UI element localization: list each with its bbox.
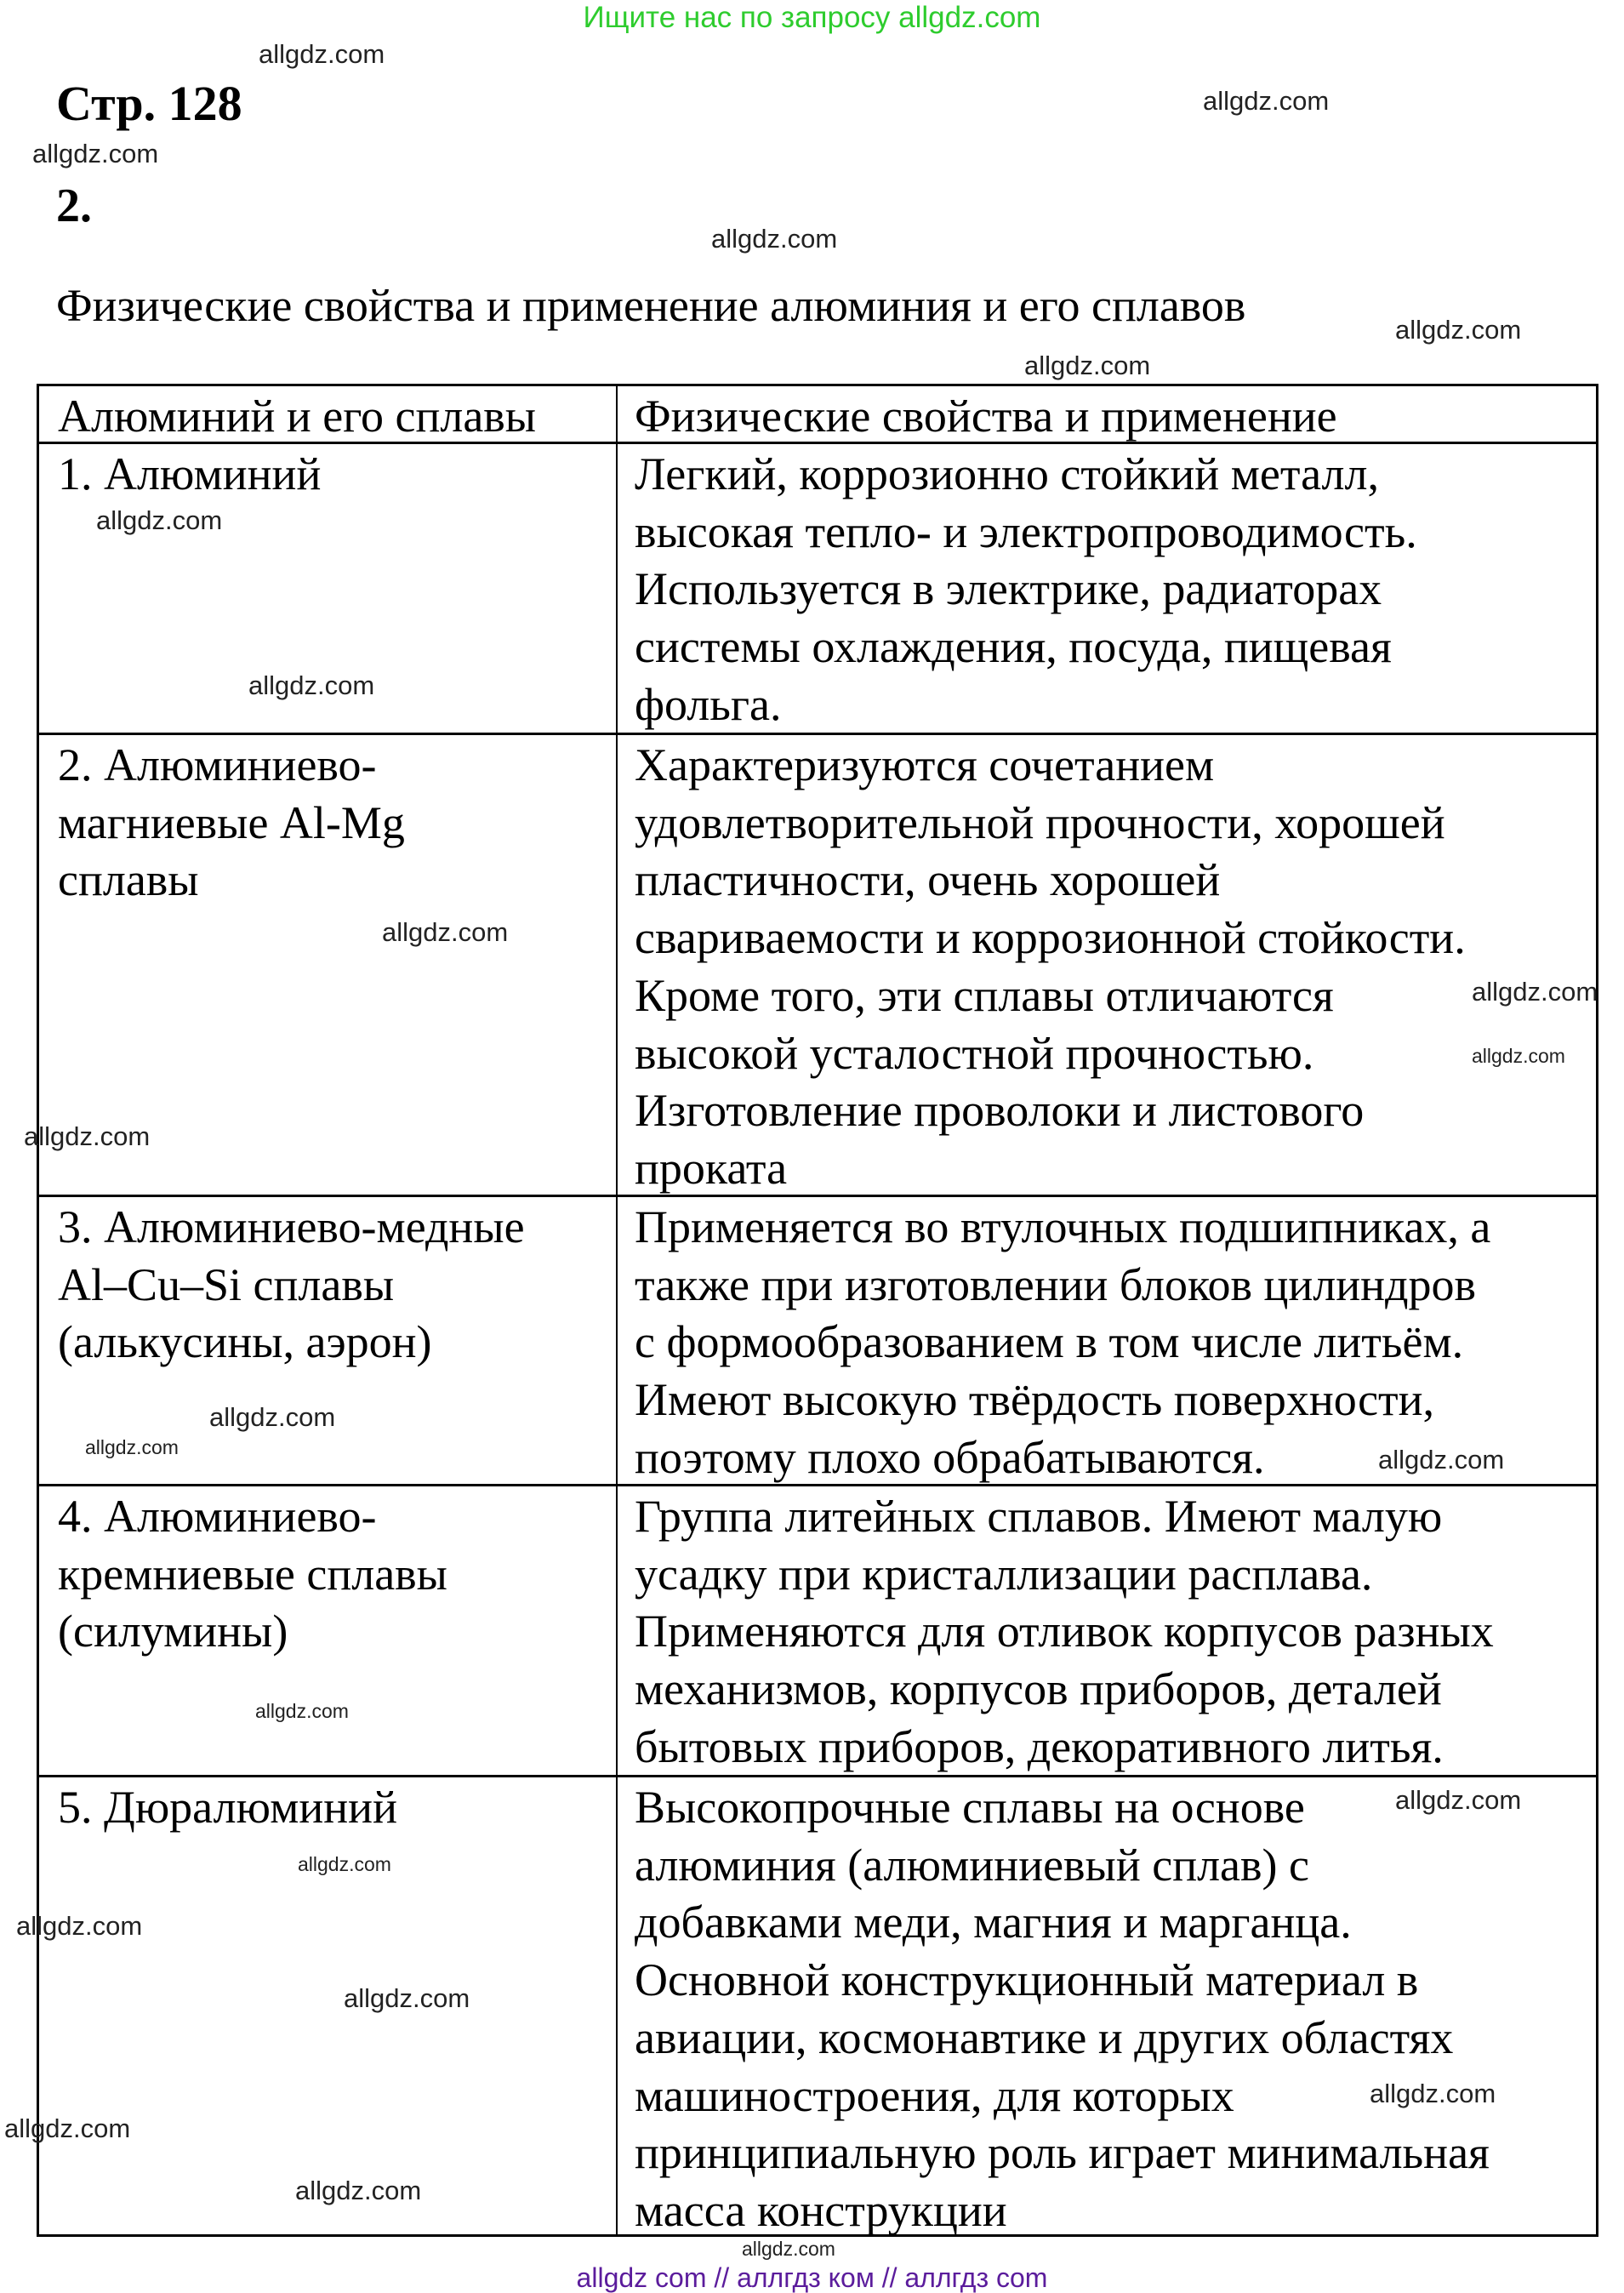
- watermark-text: allgdz.com: [1370, 2079, 1496, 2108]
- header-text: Алюминий и его сплавы: [58, 391, 537, 442]
- alloy-name-line: кремниевые сплавы: [58, 1548, 447, 1600]
- properties-line: проката: [635, 1142, 788, 1194]
- properties-line: масса конструкции: [635, 2184, 1007, 2236]
- table-title: Физические свойства и применение алюминия и его сплавов: [56, 280, 1246, 331]
- properties-line: с формообразованием в том числе литьём.: [635, 1316, 1464, 1368]
- watermark-text: allgdz.com: [1395, 315, 1522, 345]
- properties-line: свариваемости и коррозионной стойкости.: [635, 912, 1466, 964]
- properties-line: авиации, космонавтике и других областях: [635, 2011, 1454, 2063]
- alloy-name-line: магниевые Al-Mg: [58, 796, 405, 848]
- top-banner-link[interactable]: Ищите нас по запросу allgdz.com: [583, 1, 1041, 34]
- watermark-text: allgdz.com: [742, 2238, 835, 2260]
- properties-table: [37, 384, 1598, 2237]
- alloy-name-cell: [58, 1779, 397, 1837]
- alloy-name-line: Al–Cu–Si сплавы: [58, 1258, 395, 1310]
- properties-line: Применяются для отливок корпусов разных: [635, 1606, 1494, 1657]
- alloy-name-cell: [58, 1199, 525, 1372]
- watermark-text: allgdz.com: [248, 670, 375, 700]
- properties-line: Применяется во втулочных подшипниках, а: [635, 1201, 1491, 1252]
- properties-line: механизмов, корпусов приборов, деталей: [635, 1663, 1442, 1715]
- properties-line: Имеют высокую твёрдость поверхности,: [635, 1374, 1435, 1426]
- watermark-text: allgdz.com: [1024, 351, 1151, 380]
- properties-line: Используется в электрике, радиаторах: [635, 563, 1382, 615]
- properties-line: высокая тепло- и электропроводимость.: [635, 505, 1417, 557]
- header-cell-properties: [635, 388, 1337, 446]
- watermark-text: allgdz.com: [711, 224, 838, 254]
- column-divider: [616, 386, 618, 2234]
- watermark-text: allgdz.com: [4, 2113, 131, 2143]
- properties-line: машиностроения, для которых: [635, 2069, 1234, 2121]
- properties-line: удовлетворительной прочности, хорошей: [635, 796, 1445, 848]
- row-divider: [39, 733, 1596, 735]
- watermark-text: allgdz.com: [24, 1121, 151, 1151]
- watermark-text: allgdz.com: [255, 1700, 349, 1722]
- header-cell-alloys: [58, 388, 536, 446]
- watermark-text: allgdz.com: [382, 917, 509, 947]
- properties-line: алюминия (алюминиевый сплав) с: [635, 1839, 1309, 1891]
- properties-cell: [635, 737, 1466, 1198]
- properties-line: Изготовление проволоки и листового: [635, 1085, 1365, 1137]
- watermark-text: allgdz.com: [1472, 977, 1598, 1007]
- alloy-name-line: 1. Алюминий: [58, 448, 322, 499]
- alloy-name-line: 4. Алюминиево-: [58, 1491, 377, 1542]
- watermark-text: allgdz.com: [209, 1402, 336, 1432]
- row-divider: [39, 1484, 1596, 1486]
- watermark-text: allgdz.com: [298, 1853, 391, 1875]
- properties-cell: [635, 446, 1417, 734]
- alloy-name-cell: [58, 1488, 447, 1661]
- task-number: 2.: [56, 180, 92, 232]
- properties-line: системы охлаждения, посуда, пищевая: [635, 621, 1392, 673]
- properties-line: высокой усталостной прочностью.: [635, 1027, 1314, 1079]
- properties-line: также при изготовлении блоков цилиндров: [635, 1258, 1477, 1310]
- properties-line: Высокопрочные сплавы на основе: [635, 1782, 1305, 1833]
- alloy-name-line: сплавы: [58, 854, 199, 906]
- watermark-text: allgdz.com: [1378, 1445, 1505, 1474]
- row-divider: [39, 1775, 1596, 1777]
- bottom-banner-link[interactable]: allgdz com // аллгдз ком // аллгдз com: [576, 2262, 1048, 2293]
- properties-line: Основной конструкционный материал в: [635, 1954, 1419, 2006]
- watermark-text: allgdz.com: [1472, 1045, 1565, 1067]
- watermark-text: allgdz.com: [259, 39, 385, 69]
- properties-line: Группа литейных сплавов. Имеют малую: [635, 1491, 1443, 1542]
- watermark-text: allgdz.com: [1203, 86, 1330, 116]
- alloy-name-line: 2. Алюминиево-: [58, 739, 377, 790]
- properties-line: бытовых приборов, декоративного литья.: [635, 1720, 1444, 1772]
- alloy-name-line: 3. Алюминиево-медные: [58, 1201, 525, 1252]
- properties-cell: [635, 1199, 1490, 1487]
- row-divider: [39, 442, 1596, 444]
- watermark-text: allgdz.com: [16, 1911, 143, 1941]
- watermark-text: allgdz.com: [295, 2176, 422, 2205]
- header-text: Физические свойства и применение: [635, 391, 1337, 442]
- properties-cell: [635, 1779, 1490, 2240]
- properties-line: пластичности, очень хорошей: [635, 854, 1221, 906]
- alloy-name-line: (силумины): [58, 1606, 288, 1657]
- properties-line: принципиальную роль играет минимальная: [635, 2127, 1490, 2179]
- properties-line: Легкий, коррозионно стойкий металл,: [635, 448, 1379, 499]
- alloy-name-cell: [58, 737, 405, 910]
- properties-line: добавками меди, магния и марганца.: [635, 1897, 1352, 1948]
- watermark-text: allgdz.com: [32, 139, 159, 168]
- alloy-name-line: (алькусины, аэрон): [58, 1316, 432, 1368]
- watermark-text: allgdz.com: [85, 1436, 179, 1458]
- watermark-text: allgdz.com: [1395, 1785, 1522, 1815]
- properties-line: Характеризуются сочетанием: [635, 739, 1215, 790]
- alloy-name-line: 5. Дюралюминий: [58, 1782, 397, 1833]
- row-divider: [39, 1195, 1596, 1197]
- properties-line: поэтому плохо обрабатываются.: [635, 1431, 1265, 1483]
- alloy-name-cell: [58, 446, 321, 504]
- properties-cell: [635, 1488, 1494, 1777]
- properties-line: Кроме того, эти сплавы отличаются: [635, 969, 1334, 1021]
- properties-line: фольга.: [635, 678, 782, 730]
- page-label: Стр. 128: [56, 76, 242, 131]
- watermark-text: allgdz.com: [96, 505, 223, 535]
- properties-line: усадку при кристаллизации расплава.: [635, 1548, 1373, 1600]
- watermark-text: allgdz.com: [344, 1983, 470, 2013]
